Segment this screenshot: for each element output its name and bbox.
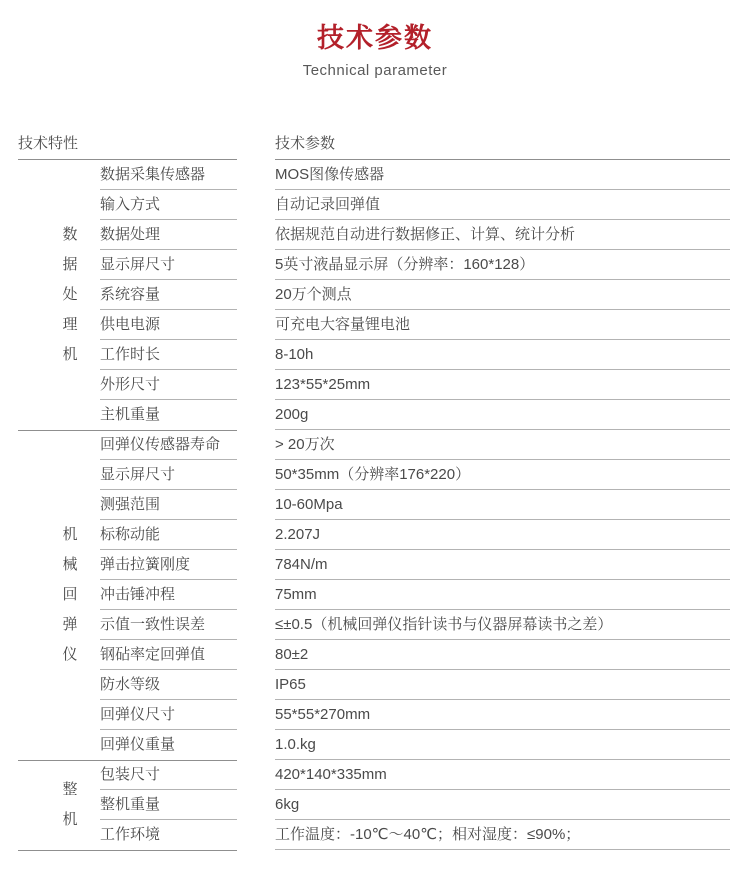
group-category (18, 760, 100, 850)
row-value: IP65 (275, 670, 730, 700)
column-gap (237, 760, 275, 850)
row-label: 回弹仪重量 (100, 736, 176, 753)
row-value: > 20万次 (275, 430, 730, 460)
row-value: 依据规范自动进行数据修正、计算、统计分析 (275, 220, 730, 250)
row-label: 数据处理 (100, 220, 237, 250)
row-label: 系统容量 (100, 280, 237, 310)
group-whole-machine (18, 760, 730, 850)
row-label: 整机重量 (100, 790, 237, 820)
row-label: 显示屏尺寸 (100, 460, 237, 490)
group-category-label: 数据处理机 (62, 226, 78, 363)
row-value: 20万个测点 (275, 280, 730, 310)
group-labels (100, 430, 237, 760)
row-label: 包装尺寸 (100, 760, 237, 790)
row-value: 420*140*335mm (275, 760, 730, 790)
row-label: 输入方式 (100, 190, 237, 220)
group-left (18, 430, 237, 761)
row-value: 1.0.kg (275, 730, 730, 760)
page-subtitle: Technical parameter (302, 62, 448, 79)
row-value: 5英寸液晶显示屏（分辨率：160*128） (275, 250, 730, 280)
row-value: 75mm (275, 580, 730, 610)
row-label: 回弹仪尺寸 (100, 700, 237, 730)
column-header-parameters: 技术参数 (275, 134, 730, 160)
row-label: 显示屏尺寸 (100, 250, 237, 280)
group-labels (100, 760, 237, 850)
row-value: 可充电大容量锂电池 (275, 310, 730, 340)
column-gap (237, 134, 275, 160)
row-label: 弹击拉簧刚度 (100, 550, 237, 580)
page-title: 技术参数 (317, 23, 433, 53)
row-label: 测强范围 (100, 490, 237, 520)
row-label: 冲击锤冲程 (100, 580, 237, 610)
row-value: MOS图像传感器 (275, 160, 730, 190)
row-value: 2.207J (275, 520, 730, 550)
row-value: 80±2 (275, 640, 730, 670)
row-label: 防水等级 (100, 670, 237, 700)
group-category-label: 整机 (62, 781, 78, 828)
row-value: 自动记录回弹值 (275, 190, 730, 220)
row-value: 工作温度：-10℃～40℃；相对湿度：≤90%； (275, 820, 730, 850)
row-label: 工作环境 (100, 826, 161, 843)
group-category (18, 160, 100, 430)
group-labels (100, 160, 237, 430)
row-value: ≤±0.5（机械回弹仪指针读书与仪器屏幕读书之差） (275, 610, 730, 640)
row-label: 示值一致性误差 (100, 610, 237, 640)
column-gap (237, 430, 275, 760)
table-header-row (18, 134, 730, 160)
spec-table (18, 134, 730, 850)
row-label: 回弹仪传感器寿命 (100, 430, 237, 460)
group-left (18, 760, 237, 851)
group-values (275, 760, 730, 850)
row-value: 55*55*270mm (275, 700, 730, 730)
row-label: 供电电源 (100, 310, 237, 340)
group-left (18, 160, 237, 431)
row-label: 工作时长 (100, 340, 237, 370)
row-label: 数据采集传感器 (100, 160, 237, 190)
group-category-label: 机械回弹仪 (62, 526, 78, 663)
column-gap (237, 160, 275, 430)
row-value: 200g (275, 400, 730, 430)
row-value: 784N/m (275, 550, 730, 580)
group-category (18, 430, 100, 760)
row-label: 主机重量 (100, 406, 161, 423)
row-label: 标称动能 (100, 520, 237, 550)
row-value: 10-60Mpa (275, 490, 730, 520)
row-value: 50*35mm（分辨率176*220） (275, 460, 730, 490)
row-value: 123*55*25mm (275, 370, 730, 400)
group-values (275, 430, 730, 760)
group-values (275, 160, 730, 430)
group-mechanical-rebound (18, 430, 730, 760)
row-value: 8-10h (275, 340, 730, 370)
row-label: 钢砧率定回弹值 (100, 640, 237, 670)
group-data-processor (18, 160, 730, 430)
column-header-features: 技术特性 (18, 134, 237, 160)
row-value: 6kg (275, 790, 730, 820)
row-label: 外形尺寸 (100, 370, 237, 400)
